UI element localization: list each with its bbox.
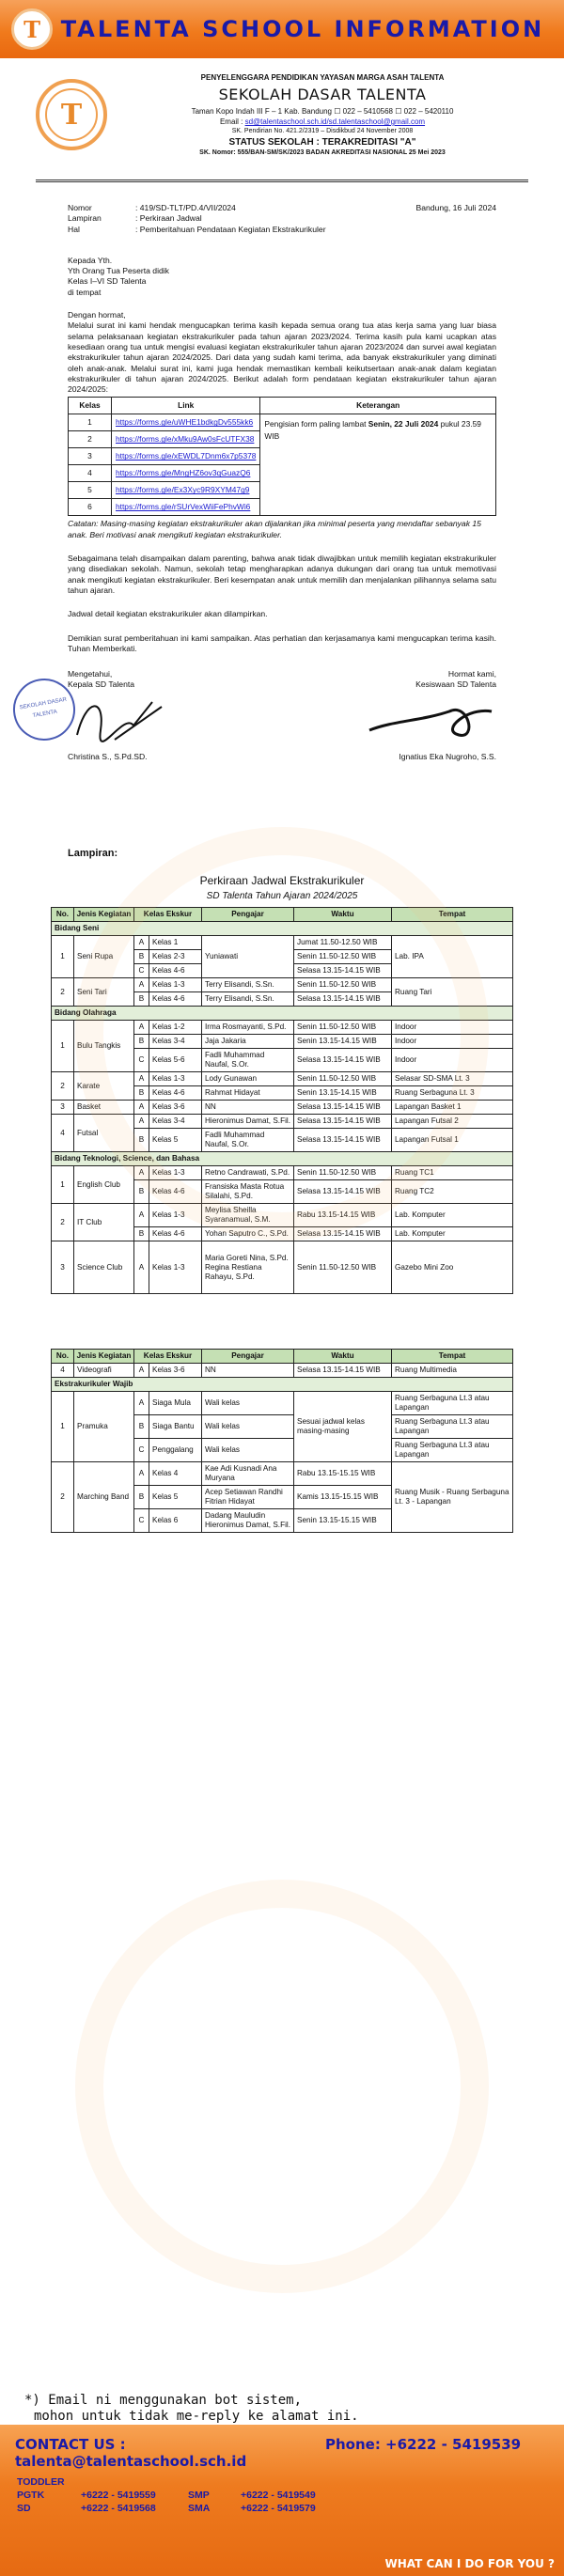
table-row: C Penggalang Wali kelas Ruang Serbaguna Lt.3 atau Lapangan: [52, 1439, 513, 1462]
recipient: Kepada Yth. Yth Orang Tua Peserta didik Kelas I–VI SD Talenta di tempat: [68, 255, 169, 297]
letter-body: [19, 203, 496, 782]
unit-phone-list: TODDLER PGTK +6222 - 5419559 SMP +6222 - 5419549 SD +6222 - 5419568 SMA +6222 - 5419579: [17, 2476, 316, 2514]
table-row: 4 Videografi A Kelas 3-6 NN Selasa 13.15-14.15 WIB Ruang Multimedia: [52, 1364, 513, 1378]
table-row: 4 Futsal A Kelas 3-4 Hieronimus Damat, S.Fil. Selasa 13.15-14.15 WIB Lapangan Futsal 2: [52, 1115, 513, 1129]
school-address: Taman Kopo Indah III F – 1 Kab. Bandung ☐ 022 – 5410568 ☐ 022 – 5420110: [191, 107, 454, 116]
table-row: B Kelas 3-4 Jaja Jakaria Senin 13.15-14.15 WIB Indoor: [52, 1035, 513, 1049]
table-row: 2 Karate A Kelas 1-3 Lody Gunawan Senin 11.50-12.50 WIB Selasar SD-SMA Lt. 3: [52, 1072, 513, 1086]
table-row: 1 Pramuka A Siaga Mula Wali kelas Sesuai jadwal kelas masing-masing Ruang Serbaguna Lt.3 atau Lapangan: [52, 1392, 513, 1415]
table-row: 1 Bulu Tangkis A Kelas 1-2 Irma Rosmayanti, S.Pd. Senin 11.50-12.50 WIB Indoor: [52, 1021, 513, 1035]
schedule-table-continued: No. Jenis Kegiatan Kelas Ekskur Pengajar Waktu Tempat 4 Videografi A Kelas 3-6 NN Selasa 13.15-14.15 WIB Ruang Multimedia Ekstrakurikuler Wajib 1 Pramuka A Siaga Mula Wali kelas Sesuai jadwal kelas masing-masing Ruang Serbaguna Lt.3 atau Lapangan B Siaga Bantu Wali kelas Ruang Serbaguna Lt.3 atau Lapangan C Penggalang Wali kelas Ruang Serbaguna Lt.3 atau Lapangan 2 Marching Band A Kelas 4 Kae Adi Kusnadi Ana Muryana Rabu 13.15-15.15 WIB Ruang Musik - Ruang Serbaguna Lt. 3 - Lapangan B Kelas 5 Acep Setiawan Randhi Fitrian Hidayat Kamis 13.15-15.15 WIB C Kelas 6 Dadang Mauludin Hieronimus Damat, S.Fil. Senin 13.15-15.15 WIB: [51, 1349, 513, 1533]
signature-scribble: [365, 693, 496, 749]
form-link[interactable]: https://forms.gle/MngHZ6ov3qGuazQ6: [116, 468, 251, 478]
table-row: B Siaga Bantu Wali kelas Ruang Serbaguna Lt.3 atau Lapangan: [52, 1415, 513, 1439]
table-row: C Kelas 5-6 Fadli Muhammad Naufal, S.Or. Selasa 13.15-14.15 WIB Indoor: [52, 1049, 513, 1072]
signature-scribble: [68, 693, 171, 749]
form-links-table: Kelas Link Keterangan 1 https://forms.gle/uWHE1bdkgDv555kk6 Pengisian form paling lambat Senin, 22 Juli 2024 pukul 23.59 WIB 2 https://forms.gle/xMku9Aw0sFcUTFX38 3 https://forms.gle/xEWDL7Dnm6x7p5378 4 https://forms.gle/MngHZ6ov3qGuazQ6 5 https://forms.gle/Ex3Xyc9R9XYM47g9 6 https://forms.gle/rSUrVexWiiFePhvWi6: [68, 397, 496, 516]
table-row: 2 IT Club A Kelas 1-3 Meylisa Sheilla Syaranamual, S.M. Rabu 13.15-14.15 WIB Lab. Komputer: [52, 1204, 513, 1227]
attachment-label: Lampiran:: [68, 848, 118, 860]
permit-number: SK. Pendirian No. 421.2/2319 – Disdikbud 24 November 2008: [231, 128, 414, 134]
email-link[interactable]: sd@talentaschool.sch.id/sd.talentaschool@gmail.com: [244, 117, 426, 126]
staff-signature: Hormat kami, Kesiswaan SD Talenta Ignatius Eka Nugroho, S.S.: [365, 669, 496, 762]
table-row: B Kelas 2-3 Senin 11.50-12.50 WIB: [52, 950, 513, 964]
form-link[interactable]: https://forms.gle/Ex3Xyc9R9XYM47g9: [116, 485, 250, 495]
form-link[interactable]: https://forms.gle/xMku9Aw0sFcUTFX38: [116, 434, 255, 445]
table-row: 2 Seni Tari A Kelas 1-3 Terry Elisandi, S.Sn. Senin 11.50-12.50 WIB Ruang Tari: [52, 978, 513, 992]
signature-block: [19, 669, 496, 782]
accreditation-status: STATUS SEKOLAH : TERAKREDITASI "A": [228, 137, 416, 148]
accreditation-number: SK. Nomor: 555/BAN-SM/SK/2023 BADAN AKREDITASI NASIONAL 25 Mei 2023: [199, 149, 446, 156]
greeting: Dengan hormat,: [68, 310, 126, 320]
form-link[interactable]: https://forms.gle/rSUrVexWiiFePhvWi6: [116, 502, 251, 512]
table-row: 2 Marching Band A Kelas 4 Kae Adi Kusnadi Ana Muryana Rabu 13.15-15.15 WIB Ruang Musik - Ruang Serbaguna Lt. 3 - Lapangan: [52, 1462, 513, 1486]
school-name: SEKOLAH DASAR TALENTA: [218, 86, 427, 103]
note: Catatan: Masing-masing kegiatan ekstrakurikuler akan dijalankan jika minimal peserta yang mendaftar sebanyak 15 anak. Beri motivasi anak mengikuti kegiatan ekstrakurikuler.: [68, 519, 481, 539]
table-row: B Kelas 4-6 Rahmat Hidayat Senin 13.15-14.15 WIB Ruang Serbaguna Lt. 3: [52, 1086, 513, 1101]
footer-tagline: WHAT CAN I DO FOR YOU ?: [384, 2557, 555, 2570]
foundation-name: PENYELENGGARA PENDIDIKAN YAYASAN MARGA ASAH TALENTA: [200, 73, 445, 82]
footer: [0, 2425, 564, 2576]
banner-title: TALENTA SCHOOL INFORMATION: [60, 16, 545, 42]
schedule-table: No. Jenis Kegiatan Kelas Ekskur Pengajar Waktu Tempat Bidang Seni 1 Seni Rupa A Kelas 1 Yuniawati Jumat 11.50-12.50 WIB Lab. IPA B Kelas 2-3 Senin 11.50-12.50 WIB C Kelas 4-6 Selasa 13.15-14.15 WIB 2 Seni Tari A Kelas 1-3 Terry Elisandi, S.Sn. Senin 11.50-12.50 WIB Ruang Tari B Kelas 4-6 Terry Elisandi, S.Sn. Selasa 13.15-14.15 WIB Bidang Olahraga 1 Bulu Tangkis A Kelas 1-2 Irma Rosmayanti, S.Pd. Senin 11.50-12.50 WIB Indoor B Kelas 3-4 Jaja Jakaria Senin 13.15-14.15 WIB Indoor C Kelas 5-6 Fadli Muhammad Naufal, S.Or. Selasa 13.15-14.15 WIB Indoor 2 Karate A Kelas 1-3 Lody Gunawan Senin 11.50-12.50 WIB Selasar SD-SMA Lt. 3 B Kelas 4-6 Rahmat Hidayat Senin 13.15-14.15 WIB Ruang Serbaguna Lt. 3 3 Basket A Kelas 3-6 NN Selasa 13.15-14.15 WIB Lapangan Basket 1 4 Futsal A Kelas 3-4 Hieronimus Damat, S.Fil. Selasa 13.15-14.15 WIB Lapangan Futsal 2 B Kelas 5 Fadli Muhammad Naufal, S.Or. Selasa 13.15-14.15 WIB Lapangan Futsal 1 Bidang Teknologi, Science, dan Bahasa 1 English Club A Kelas 1-3 Retno Candrawati, S.Pd. Senin 11.50-12.50 WIB Ruang TC1 B Kelas 4-6 Fransiska Masta Rotua Silalahi, S.Pd. Selasa 13.15-14.15 WIB Ruang TC2 2 IT Club A Kelas 1-3 Meylisa Sheilla Syaranamual, S.M. Rabu 13.15-14.15 WIB Lab. Komputer B Kelas 4-6 Yohan Saputro C., S.Pd. Selasa 13.15-14.15 WIB Lab. Komputer 3 Science Club A Kelas 1-3 Maria Goreti Nina, S.Pd. Regina Restiana Rahayu, S.Pd. Senin 11.50-12.50 WIB Gazebo Mini Zoo: [51, 907, 513, 1294]
header-banner: [0, 0, 564, 58]
table-row: B Kelas 5 Fadli Muhammad Naufal, S.Or. Selasa 13.15-14.15 WIB Lapangan Futsal 1: [52, 1129, 513, 1152]
letter-meta: Nomor : 419/SD-TLT/PD.4/VII/2024 Lampiran : Perkiraan Jadwal Hal : Pemberitahuan Pendataan Kegiatan Ekstrakurikuler Bandung, 16 Juli 2024: [68, 203, 496, 234]
table-row: B Kelas 4-6 Fransiska Masta Rotua Silalahi, S.Pd. Selasa 13.15-14.15 WIB Ruang TC2: [52, 1180, 513, 1204]
form-link[interactable]: https://forms.gle/uWHE1bdkgDv555kk6: [116, 417, 254, 428]
table-row: 3 Science Club A Kelas 1-3 Maria Goreti Nina, S.Pd. Regina Restiana Rahayu, S.Pd. Senin 11.50-12.50 WIB Gazebo Mini Zoo: [52, 1241, 513, 1294]
table-row: C Kelas 4-6 Selasa 13.15-14.15 WIB: [52, 964, 513, 978]
body-paragraph-1: Melalui surat ini kami hendak mengucapkan terima kasih kepada semua orang tua atas kerja sama yang luar biasa selama pelaksanaan kegiatan ekstrakurikuler pada tahun ajaran 2023/2024. Terima kasih pula kami ucapkan atas kesediaan orang tua untuk mengisi evaluasi kegiatan ekstrakurikuler tahun ajaran 2023/2024 dan survei awal kegiatan ekstrakurikuler tahun ajaran 2024/2025. Dari data yang sudah kami terima, ada banyak ekstrakurikuler yang diminati oleh anak-anak. Melalui surat ini, kami juga hendak memastikan kembali keikutsertaan anak-anak dalam kegiatan ekstrakurikuler di tahun ajaran 2024/2025. Berikut adalah form pendataan kegiatan ekstrakurikuler tahun ajaran 2024/2025:: [68, 320, 496, 395]
principal-signature: Mengetahui, Kepala SD Talenta SEKOLAH DASAR TALENTA Christina S., S.Pd.SD.: [68, 669, 171, 762]
table-row: B Kelas 5 Acep Setiawan Randhi Fitrian Hidayat Kamis 13.15-15.15 WIB: [52, 1486, 513, 1509]
contact-phone: Phone: +6222 - 5419539: [325, 2436, 522, 2453]
schedule-title: Perkiraan Jadwal Ekstrakurikuler: [199, 874, 365, 888]
body-paragraph-3: Jadwal detail kegiatan ekstrakurikuler akan dilampirkan.: [68, 609, 268, 619]
table-row: 3 Basket A Kelas 3-6 NN Selasa 13.15-14.15 WIB Lapangan Basket 1: [52, 1101, 513, 1115]
letterhead: [36, 71, 528, 182]
body-paragraph-4: Demikian surat pemberitahuan ini kami sampaikan. Atas perhatian dan kerjasamanya kami mengucapkan terima kasih. Tuhan Memberkati.: [68, 632, 496, 653]
contact-line: [15, 2436, 560, 2470]
bot-disclaimer: *) Email ni menggunakan bot sistem, mohon untuk tidak me-reply ke alamat ini.: [24, 2393, 359, 2424]
watermark-seal: [75, 1880, 489, 2293]
school-logo: T: [11, 8, 53, 50]
schedule-subtitle: SD Talenta Tahun Ajaran 2024/2025: [206, 891, 358, 902]
school-stamp: SEKOLAH DASAR TALENTA: [8, 674, 80, 745]
contact-email[interactable]: CONTACT US : talenta@talentaschool.sch.id: [15, 2436, 247, 2470]
form-link[interactable]: https://forms.gle/xEWDL7Dnm6x7p5378: [116, 451, 257, 461]
letter-date: Bandung, 16 Juli 2024: [415, 203, 496, 212]
table-row: 1 Seni Rupa A Kelas 1 Yuniawati Jumat 11.50-12.50 WIB Lab. IPA: [52, 936, 513, 950]
table-row: B Kelas 4-6 Terry Elisandi, S.Sn. Selasa 13.15-14.15 WIB: [52, 992, 513, 1007]
table-row: B Kelas 4-6 Yohan Saputro C., S.Pd. Selasa 13.15-14.15 WIB Lab. Komputer: [52, 1227, 513, 1241]
school-email: Email : sd@talentaschool.sch.id/sd.talentaschool@gmail.com: [219, 117, 426, 126]
deadline-note: Pengisian form paling lambat Senin, 22 Juli 2024 pukul 23.59 WIB: [260, 414, 496, 516]
table-row: C Kelas 6 Dadang Mauludin Hieronimus Damat, S.Fil. Senin 13.15-15.15 WIB: [52, 1509, 513, 1533]
table-row: 1 English Club A Kelas 1-3 Retno Candrawati, S.Pd. Senin 11.50-12.50 WIB Ruang TC1: [52, 1166, 513, 1180]
body-paragraph-2: Sebagaimana telah disampaikan dalam parenting, bahwa anak tidak diwajibkan untuk memilih kegiatan ekstrakurikuler yang disediakan sekolah. Namun, sekolah tetap mengharapkan adanya dukungan dari orang tua untuk memotivasi anak mengikuti kegiatan ekstrakurikuler. Beri kesempatan anak untuk memilih dan menjalankan pilihannya selama satu tahun ajaran.: [68, 554, 496, 595]
school-seal-logo: T: [36, 79, 107, 150]
